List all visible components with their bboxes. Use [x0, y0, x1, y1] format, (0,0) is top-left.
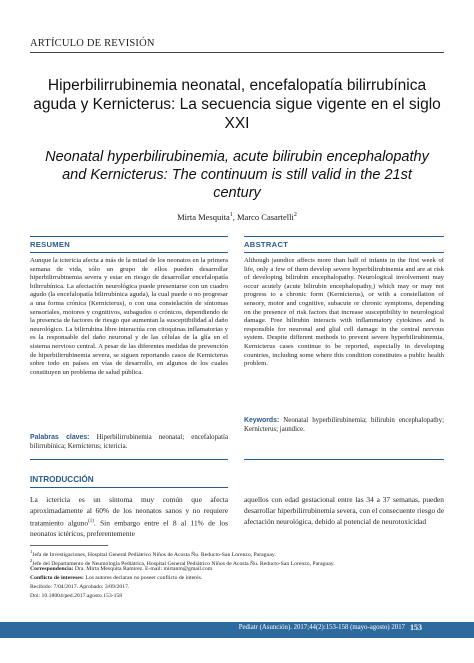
abstract-bottom-rule: [244, 459, 444, 460]
footnote-dates: Recibido: 7/04/2017. Aprobado: 3/09/2017.: [30, 584, 130, 590]
affiliation-mark: 1: [30, 549, 33, 554]
introduction-heading-rule: [30, 487, 228, 488]
abstract-body: Although jaundice affects more than half of infants in the first week of life, only a few of them develop severe hyperbilirubinemia and are at risk of developing bilirubin encephalopathy. Neurological involvement may occur acutely (acute bilirubin encephalopathy,) which may or may not progress to a chronic form (Kernicterus), or with a constellation of sensory, motor and cognitive, subacute or chronic symptoms, depending on the presence of risk factors that increase susceptibility to neurological damage. Free bilirubin interacts with inflammatory cytokines and is responsible for neuronal and glial cell damage in the central nervous system. Despite different methods to prevent severe hyperbilirubinemia, Kernicterus cases continue to be reported, especially in developing countries, including some where this condition constitutes a public health problem.: [244, 257, 444, 368]
resumen-heading-rule: [30, 252, 228, 253]
introduction-text: La ictericia es un síntoma muy común que afecta aproximadamente al 60% de los neonatos sanos y no requiere tratamiento alguno: [30, 495, 228, 528]
resumen-top-rule: [30, 236, 228, 237]
abstract-top-rule: [244, 236, 444, 237]
introduction-right-column: aquellos con edad gestacional entre las 34 a 37 semanas, pueden desarrollar hiperbilirrubinemia severa, con el consecuente riesgo de afectación neurológica, debido al potencial de neurotoxicidad: [244, 495, 444, 526]
citation-ref: (1): [88, 519, 94, 524]
keywords-text: Hiperbilirrubinemia neonatal; encefalopatía bilirrubínica; Kernicterus; ictericia.: [30, 434, 228, 450]
keywords-label: Palabras claves:: [30, 434, 90, 441]
author-name: Marco Casartelli: [237, 212, 294, 222]
footnote-divider: [30, 545, 108, 546]
affiliation-text: Jefe del Departamento de Neumología Pediátrica, Hospital General Pediátrico Niños de Acosta Ñu. Reducto-San Lorenzo, Paraguay.: [32, 560, 335, 567]
article-title-english: Neonatal hyperbilirubinemia, acute bilirubin encephalopathy and Kernicterus: The continuum is still valid in the 21st century: [45, 149, 429, 201]
resumen-bottom-rule: [30, 459, 228, 460]
author-line: [30, 212, 444, 222]
correspondence-text: Dra. Mirta Mesquita Ramirez. E-mail: mirtanm@gmail.com: [73, 566, 213, 572]
affiliation-mark: 2: [293, 212, 297, 219]
header-divider: [30, 52, 444, 53]
conflict-text: Los autores declaran no poseer conflicto de interés.: [83, 575, 203, 581]
author-separator: ,: [232, 212, 237, 222]
abstract-heading-rule: [244, 252, 444, 253]
correspondence-label: Correspondencia:: [30, 566, 74, 572]
author-name: Mirta Mesquita: [177, 212, 230, 222]
page-number: 153: [410, 623, 422, 632]
affiliation-text: Jefa de Investigaciones, Hospital General Pediátrico Niños de Acosta Ñu. Reducto-San Lorenzo, Paraguay.: [32, 551, 276, 558]
introduction-left-column: [30, 494, 228, 539]
abstract-keywords: [244, 416, 444, 434]
affiliation-mark: 1: [229, 212, 233, 219]
resumen-keywords: [30, 433, 228, 451]
resumen-heading: RESUMEN: [30, 240, 71, 249]
journal-citation: Pediatr (Asunción). 2017;44(2):153-158 (mayo-agosto) 2017: [238, 624, 405, 631]
section-label: ARTÍCULO DE REVISIÓN: [30, 38, 155, 49]
introduction-heading: INTRODUCCIÓN: [30, 475, 94, 484]
article-title-spanish: Hiperbilirrubinemia neonatal, encefalopatía bilirrubínica aguda y Kernicterus: La secuencia sigue vigente en el siglo XXI: [33, 77, 441, 132]
keywords-label: Keywords:: [244, 417, 280, 424]
footnote-conflict: [30, 575, 444, 583]
keywords-text: Neonatal hyperbilirubinemia; bilirubin encephalopathy; Kernicterus; jaundice.: [244, 417, 444, 433]
conflict-label: Conflicto de intereses:: [30, 575, 84, 581]
affiliation-mark: 2: [30, 558, 33, 563]
resumen-body: Aunque la ictericia afecta a más de la mitad de los neonatos en la primera semana de vida, sólo un grupo de ellos pueden desarrollar hiperbilirrubinemia severa y estar en riesgo de desarrollar encefalopatía bilirrubínica. La afectación neurológica puede presentarse con un cuadro agudo (la encefalopatía bilirrubínica aguda), la cual puede o no progresar a una forma crónica (Kernicterus), o con una constelación de síntomas sensoriales, motores y cognitivos, subagudos o crónicos, dependiendo de la presencia de factores de riesgo que aumentan la susceptibilidad al daño neurológico. La bilirrubina libre interactúa con citoquinas inflamatorias y es la responsable del daño neuronal y de las células de la glía en el sistema nervioso central. A pesar de las diferentes medidas de prevención de hiperbilirrubinemia severa, se siguen reportando casos de Kernicterus sobre todo en países en vías de desarrollo, en algunos de los cuales constituyen un problema de salud pública.: [30, 257, 228, 376]
footnote-doi: Doi: 10.18004/ped.2017.agosto.153-158: [30, 593, 123, 599]
introduction-text: . Sin embargo entre el 8 al 11% de los neonatos ictéricos, preferentemente: [30, 518, 228, 539]
footnote-correspondence: [30, 566, 444, 574]
abstract-heading: ABSTRACT: [244, 240, 289, 249]
